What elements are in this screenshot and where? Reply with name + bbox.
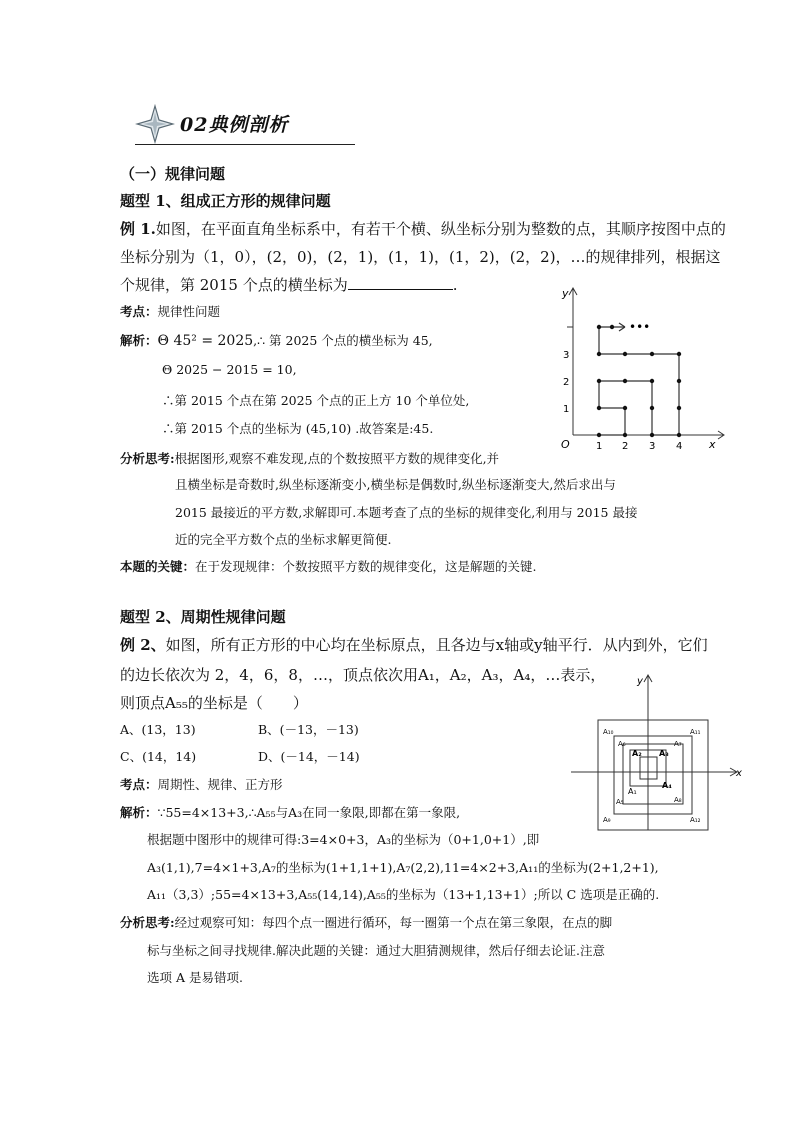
analysis-1-line2: 且横坐标是奇数时,纵坐标逐渐变小,横坐标是偶数时,纵坐标逐渐变大,然后求出与 (175, 477, 616, 492)
key-point-1: 本题的关键：在于发现规律：个数按照平方数的规律变化，这是解题的关键. (120, 559, 537, 574)
option-a: A、(13，13) (120, 722, 196, 737)
example2-line1: 例 2、如图，所有正方形的中心均在坐标原点，且各边与x轴或y轴平行．从内到外，它们 (120, 636, 708, 654)
option-b: B、(－13，－13) (258, 722, 359, 737)
fig1-ytick: 3 (563, 350, 570, 361)
analysis-2-line2: 标与坐标之间寻找规律.解决此题的关键：通过大胆猜测规律，然后仔细去论证.注意 (147, 943, 605, 958)
fig2-label: A₉ (603, 816, 611, 824)
kaodian-1: 考点：规律性问题 (120, 304, 221, 319)
example1-line2: 坐标分别为（1，0），(2，0)，(2，1)，(1，1)，(1，2)，(2，2)，…的规律排列，根据这 (120, 248, 721, 266)
fig1-ytick: 1 (563, 404, 570, 415)
fig2-label: A₁₀ (603, 728, 614, 736)
jiexi-1-line4: ∴第 2015 个点的坐标为 (45,10) .故答案是:45. (162, 421, 434, 436)
fig2-label: A₁ (628, 787, 637, 796)
header-star-icon (135, 104, 175, 144)
jiexi-2-line1: 解析：∵55=4×13+3,∴A₅₅与A₃在同一象限,即都在第一象限, (120, 805, 461, 820)
jiexi-1-line2: Θ 2025 − 2015 = 10, (162, 362, 297, 377)
fig1-xtick: 1 (596, 441, 603, 452)
analysis-2-line3: 选项 A 是易错项. (147, 970, 243, 985)
jiexi-1-line1: 解析：Θ 45² = 2025,∴ 第 2025 个点的横坐标为 45, (120, 333, 433, 349)
fig1-xtick: 3 (649, 441, 656, 452)
header-underline (135, 144, 355, 145)
analysis-1-line3: 2015 最接近的平方数,求解即可.本题考查了点的坐标的规律变化,利用与 2015 最接 (175, 505, 638, 520)
fig2-label: A₁₂ (690, 816, 701, 824)
example1-line1: 例 1.如图，在平面直角坐标系中，有若干个横、纵坐标分别为整数的点，其顺序按图中点的 (120, 220, 726, 238)
example2-line2: 的边长依次为 2，4，6，8，…，顶点依次用A₁，A₂，A₃，A₄，…表示， (120, 666, 606, 684)
fig1-ytick: 2 (563, 377, 570, 388)
type1-title: 题型 1、组成正方形的规律问题 (120, 192, 331, 210)
fig2-label: A₆ (618, 740, 626, 748)
answer-blank (348, 275, 453, 290)
example1-line3: 个规律，第 2015 个点的横坐标为 . (120, 276, 458, 294)
jiexi-2-line2: 根据题中图形中的规律可得:3=4×0+3，A₃的坐标为（0+1,0+1）,即 (147, 832, 540, 847)
fig1-xtick: 4 (676, 441, 683, 452)
fig1-y-label: y (562, 287, 569, 300)
fig2-label: A₇ (674, 740, 682, 748)
analysis-1-line1: 分析思考:根据图形,观察不难发现,点的个数按照平方数的规律变化,并 (120, 451, 500, 466)
analysis-2-line1: 分析思考:经过观察可知：每四个点一圈进行循环，每一圈第一个点在第三象限，在点的脚 (120, 915, 613, 930)
type2-title: 题型 2、周期性规律问题 (120, 608, 286, 626)
fig2-label: A₂ (632, 749, 642, 758)
fig2-label: A₄ (662, 781, 672, 790)
section-title: （一）规律问题 (120, 165, 226, 183)
fig1-continuation-dots: ••• (629, 320, 651, 334)
figure1-lattice-path (555, 283, 730, 458)
fig2-label: A₅ (616, 798, 624, 806)
option-d: D、(－14，－14) (258, 749, 360, 764)
figure2-nested-squares (566, 672, 746, 834)
fig2-y-label: y (637, 676, 643, 687)
example2-label: 例 2、 (120, 636, 166, 654)
option-c: C、(14，14) (120, 749, 197, 764)
fig1-origin: O (561, 438, 570, 451)
fig2-label: A₁₁ (690, 728, 701, 736)
fig1-xtick: 2 (622, 441, 629, 452)
fig1-x-label: x (709, 438, 716, 451)
section-header-title: 02典例剖析 (180, 114, 289, 136)
example1-label: 例 1. (120, 220, 156, 238)
fig2-label: A₃ (659, 749, 669, 758)
kaodian-2: 考点：周期性、规律、正方形 (120, 777, 283, 792)
jiexi-1-line3: ∴第 2015 个点在第 2025 个点的正上方 10 个单位处, (162, 393, 470, 408)
fig2-label: A₈ (674, 796, 682, 804)
jiexi-2-line4: A₁₁（3,3）;55=4×13+3,A₅₅(14,14),A₅₅的坐标为（13+1,13+1）;所以 C 选项是正确的. (147, 887, 660, 902)
fig2-x-label: x (736, 768, 742, 779)
jiexi-2-line3: A₃(1,1),7=4×1+3,A₇的坐标为(1+1,1+1),A₇(2,2),11=4×2+3,A₁₁的坐标为(2+1,2+1), (147, 860, 659, 875)
analysis-1-line4: 近的完全平方数个点的坐标求解更简便. (175, 532, 392, 547)
example2-line3: 则顶点A₅₅的坐标是（ ） (120, 694, 308, 712)
